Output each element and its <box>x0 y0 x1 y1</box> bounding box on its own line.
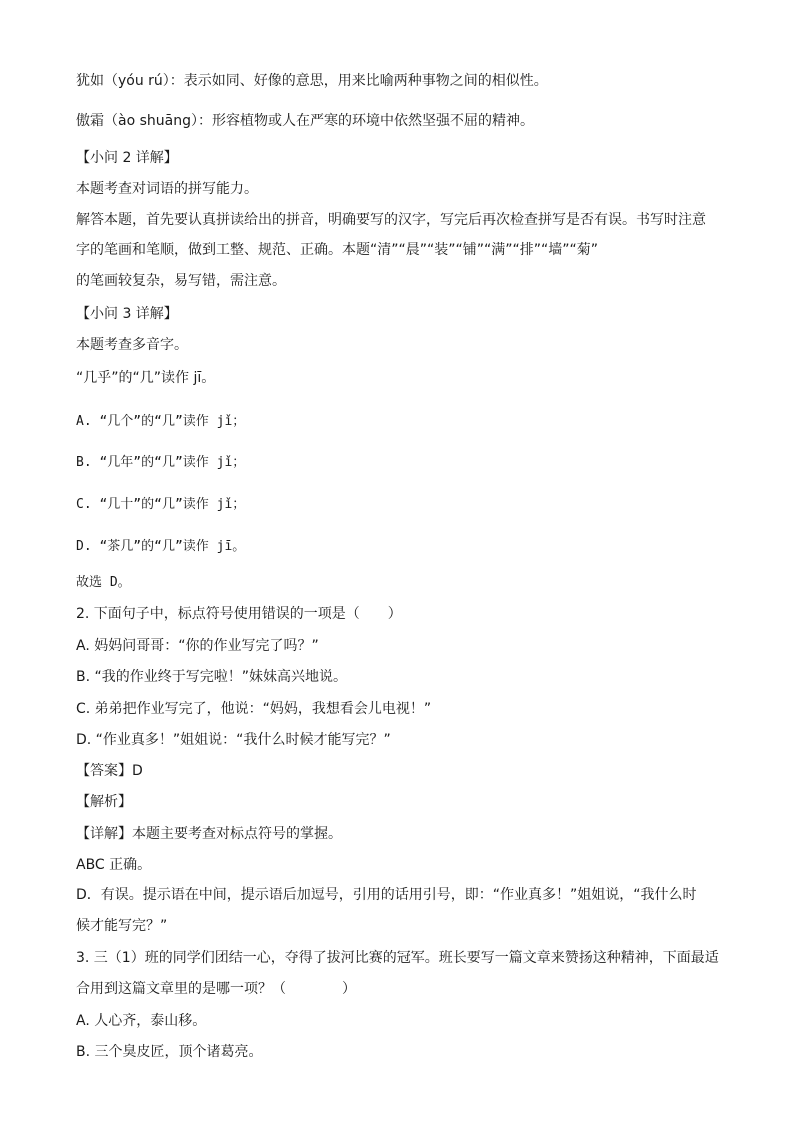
paragraph-line: 字的笔画和笔顺，做到工整、规范、正确。本题“清”“晨”“装”“铺”“满”“排”“墙”“菊” <box>76 242 599 258</box>
q2-option-c: C. 弟弟把作业写完了，他说：“妈妈，我想看会儿电视！” <box>76 701 432 717</box>
definition-you-ru: 犹如（yóu rú）：表示如同、好像的意思，用来比喻两种事物之间的相似性。 <box>76 73 548 89</box>
answer-heading: 【答案】D <box>76 763 143 779</box>
paragraph-line: D．有误。提示语在中间，提示语后加逗号，引用的话用引号，即：“作业真多！”姐姐说，“我什么时 <box>76 887 697 903</box>
question-3: 3. 三（1）班的同学们团结一心，夺得了拔河比赛的冠军。班长要写一篇文章来赞扬这种精神，下面最适 <box>76 950 719 966</box>
paragraph-line: 候才能写完？” <box>76 918 168 934</box>
q3-option-b: B. 三个臭皮匠，顶个诸葛亮。 <box>76 1044 263 1060</box>
paragraph-line: 解答本题，首先要认真拼读给出的拼音，明确要写的汉字，写完后再次检查拼写是否有误。书写时注意 <box>76 212 706 228</box>
paragraph-line: 本题考查对词语的拼写能力。 <box>76 181 258 197</box>
definition-ao-shuang: 傲霜（ào shuāng）：形容植物或人在严寒的环境中依然坚强不屈的精神。 <box>76 113 534 129</box>
section-heading-q2-detail: 【小问 2 详解】 <box>76 150 178 166</box>
section-heading-q3-detail: 【小问 3 详解】 <box>76 306 178 322</box>
paragraph-line: “几乎”的“几”读作 jī。 <box>76 370 216 386</box>
option-c: C. “几十”的“几”读作 jǐ； <box>76 497 246 512</box>
question-3-cont: 合用到这篇文章里的是哪一项？（ ） <box>76 981 356 997</box>
paragraph-line: ABC 正确。 <box>76 857 152 873</box>
q3-option-a: A. 人心齐，泰山移。 <box>76 1013 207 1029</box>
question-2: 2. 下面句子中，标点符号使用错误的一项是（ ） <box>76 606 402 622</box>
answer-choice: 故选 D。 <box>76 575 131 590</box>
analysis-heading: 【解析】 <box>76 794 132 810</box>
option-a: A. “几个”的“几”读作 jǐ； <box>76 414 246 429</box>
q2-option-a: A. 妈妈问哥哥：“你的作业写完了吗？” <box>76 638 319 654</box>
paragraph-line: 本题考查多音字。 <box>76 337 188 353</box>
q2-option-b: B. “我的作业终于写完啦！”妹妹高兴地说。 <box>76 669 348 685</box>
q2-option-d: D. “作业真多！”姐姐说：“我什么时候才能写完？” <box>76 732 391 748</box>
option-d: D. “茶几”的“几”读作 jī。 <box>76 539 246 554</box>
option-b: B. “几年”的“几”读作 jǐ； <box>76 455 246 470</box>
detail-heading: 【详解】本题主要考查对标点符号的掌握。 <box>76 826 342 842</box>
paragraph-line: 的笔画较复杂，易写错，需注意。 <box>76 273 286 289</box>
